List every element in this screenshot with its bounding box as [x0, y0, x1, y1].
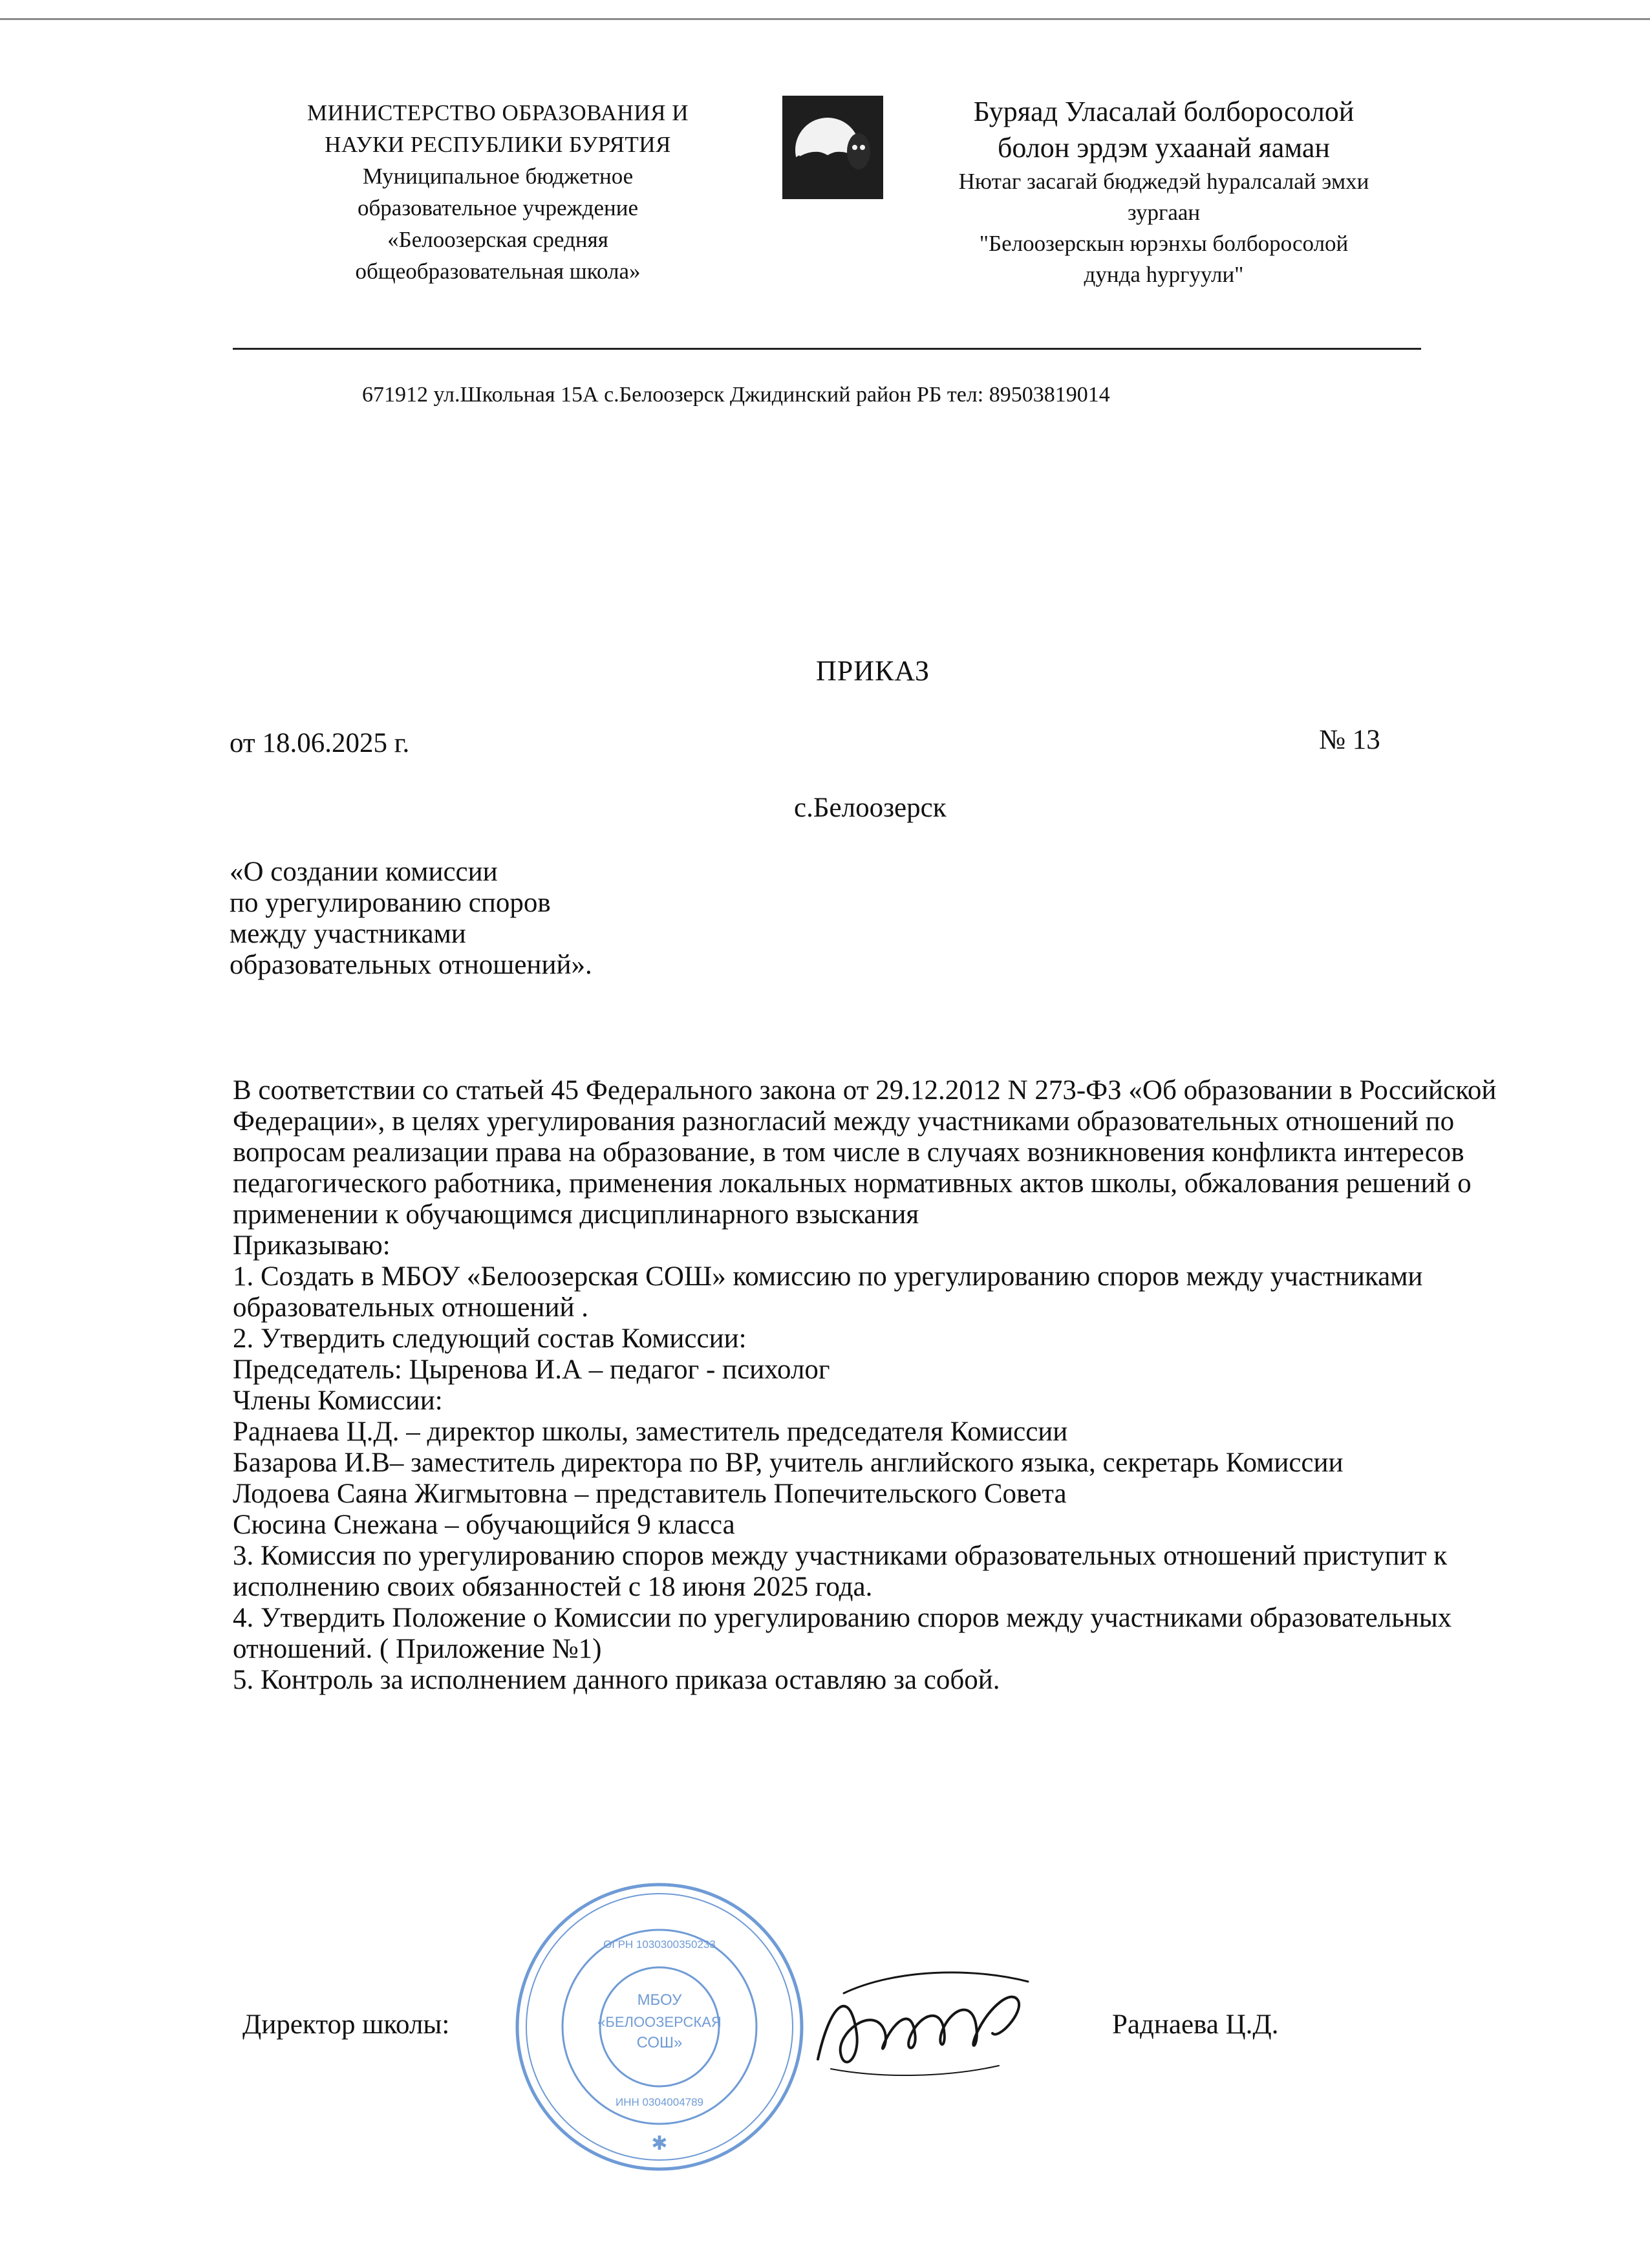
school-type-line-1: Муниципальное бюджетное: [362, 164, 634, 189]
buryat-school-name-line-2: дунда hургуули": [1084, 262, 1244, 287]
ministry-line-2: НАУКИ РЕСПУБЛИКИ БУРЯТИЯ: [325, 132, 671, 157]
subject-line-1: «О создании комиссии: [230, 857, 498, 887]
order-subject: [230, 857, 811, 981]
commission-member-1: Раднаева Ц.Д. – директор школы, заместитель председателя Комиссии: [233, 1417, 1068, 1447]
buryat-ministry-line-1: Буряад Уласалай болборосолой: [973, 96, 1355, 127]
commission-chair: Председатель: Цыренова И.А – педагог - психолог: [233, 1354, 830, 1385]
school-logo: [782, 96, 883, 199]
buryat-school-name-line-1: "Белоозерскын юрэнхы болборосолой: [979, 231, 1349, 256]
school-address: 671912 ул.Школьная 15А с.Белоозерск Джидинский район РБ тел: 89503819014: [362, 383, 1110, 407]
header-divider: [233, 348, 1421, 350]
school-name-line-2: общеобразовательная школа»: [355, 259, 641, 284]
buryat-school-type-line-1: Нютаг засагай бюджедэй hуралсалай эмхи: [958, 169, 1369, 194]
signature-name: Раднаева Ц.Д.: [1112, 2009, 1279, 2040]
subject-line-4: образовательных отношений».: [230, 950, 592, 980]
buryat-ministry-line-2: болон эрдэм ухаанай яаман: [998, 132, 1330, 164]
subject-line-2: по урегулированию споров: [230, 888, 551, 918]
top-border-line: [0, 18, 1650, 20]
school-stamp: [511, 1878, 808, 2176]
subject-line-3: между участниками: [230, 919, 466, 949]
stamp-center-line-1: МБОУ: [637, 1991, 682, 2009]
commission-member-3: Лодоева Саяна Жигмытовна – представитель Попечительского Совета: [233, 1479, 1067, 1509]
school-type-line-2: образовательное учреждение: [357, 195, 638, 220]
order-item-1: 1. Создать в МБОУ «Белоозерская СОШ» комиссию по урегулированию споров между участниками образовательных отношений .: [233, 1261, 1423, 1323]
order-place: с.Белоозерск: [794, 793, 947, 823]
header-left-block: [252, 97, 744, 287]
stamp-star-icon: ✱: [651, 2133, 668, 2154]
stamp-ogrn: ОГРН 1030300350233: [603, 1938, 716, 1951]
order-item-4: 4. Утвердить Положение о Комиссии по урегулированию споров между участниками образовательных отношений. ( Приложение №1): [233, 1603, 1452, 1664]
school-name-line-1: «Белоозерская средняя: [387, 227, 608, 252]
director-signature: [805, 1962, 1057, 2091]
commission-member-4: Сюсина Снежана – обучающийся 9 класса: [233, 1510, 735, 1540]
preamble-paragraph: В соответствии со статьей 45 Федерального закона от 29.12.2012 N 273-ФЗ «Об образовании в Российской Федерации», в целях урегулирования разногласий между участниками образовательных отношений по вопросам реализации права на образование, в том числе в случаях возникновения конфликта интересов педагогического работника, применения локальных нормативных актов школы, обжалования решений о применении к обучающимся дисциплинарного взыскания: [233, 1075, 1497, 1230]
order-item-5: 5. Контроль за исполнением данного приказа оставляю за собой.: [233, 1665, 1000, 1695]
header-right-block: [895, 94, 1432, 290]
ministry-line-1: МИНИСТЕРСТВО ОБРАЗОВАНИЯ И: [307, 100, 689, 125]
order-number: № 13: [1319, 725, 1380, 755]
document-title: ПРИКАЗ: [816, 655, 930, 687]
commission-member-2: Базарова И.В– заместитель директора по ВР, учитель английского языка, секретарь Комиссии: [233, 1448, 1344, 1478]
buryat-school-type-line-2: зургаан: [1127, 200, 1201, 225]
order-item-2: 2. Утвердить следующий состав Комиссии:: [233, 1323, 747, 1354]
signature-label: Директор школы:: [242, 2009, 450, 2040]
stamp-inn: ИНН 0304004789: [615, 2096, 704, 2108]
order-item-3: 3. Комиссия по урегулированию споров между участниками образовательных отношений приступит к исполнению своих обязанностей с 18 июня 2025 года.: [233, 1541, 1448, 1602]
order-date: от 18.06.2025 г.: [230, 728, 410, 758]
commission-members-label: Члены Комиссии:: [233, 1385, 443, 1416]
stamp-center-line-2: «БЕЛООЗЕРСКАЯ: [597, 2014, 722, 2030]
order-body: [233, 1075, 1519, 1696]
stamp-center-line-3: СОШ»: [636, 2034, 683, 2051]
order-word: Приказываю:: [233, 1230, 391, 1261]
